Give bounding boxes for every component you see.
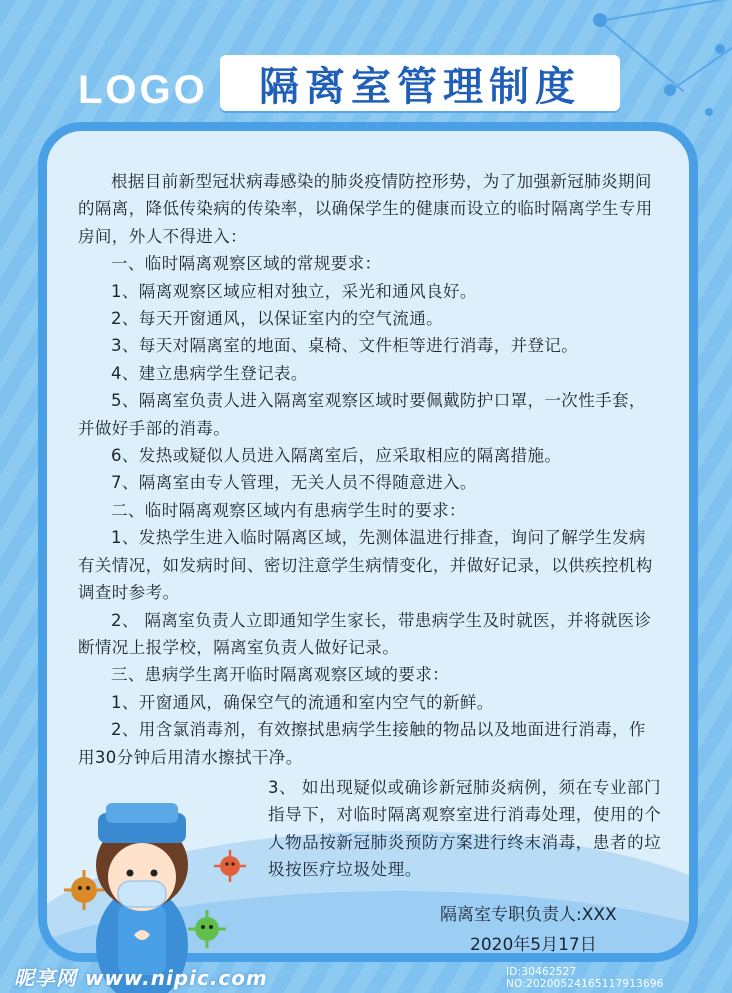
- signer-line: 隔离室专职负责人:XXX: [440, 905, 617, 925]
- list-item: 1、开窗通风，确保空气的流通和室内空气的新鲜。: [111, 692, 494, 712]
- list-item: 5、隔离室负责人进入隔离室观察区域时要佩戴防护口罩，一次性手套，并做好手部的消毒。: [78, 391, 646, 438]
- logo: LOGO: [78, 68, 208, 112]
- list-item: 2、 隔离室负责人立即通知学生家长，带患病学生及时就医，并将就医诊断情况上报学校，隔离室负责人做好记录。: [78, 610, 652, 657]
- section-heading: 二、临时隔离观察区域内有患病学生时的要求：: [111, 500, 466, 520]
- list-item: 3、每天对隔离室的地面、桌椅、文件柜等进行消毒，并登记。: [111, 336, 579, 356]
- list-item: 1、隔离观察区域应相对独立，采光和通风良好。: [111, 281, 477, 301]
- watermark-site: 昵享网 www.nipic.com: [14, 966, 268, 990]
- rules-text: [78, 168, 660, 771]
- list-item: 2、每天开窗通风，以保证室内的空气流通。: [111, 309, 443, 329]
- list-item: 6、发热或疑似人员进入隔离室后，应采取相应的隔离措施。: [111, 446, 562, 466]
- section-heading: 一、临时隔离观察区域的常规要求：: [111, 254, 382, 274]
- date-line: 2020年5月17日: [470, 935, 597, 955]
- section-heading: 三、患病学生离开临时隔离观察区域的要求：: [111, 665, 449, 685]
- list-item: 4、建立患病学生登记表。: [111, 363, 308, 383]
- virus-icon: [62, 868, 106, 912]
- title-banner: [220, 55, 620, 111]
- virus-icon: [186, 908, 228, 950]
- final-item-block: [268, 774, 668, 884]
- list-item: 1、发热学生进入临时隔离区域，先测体温进行排查，询问了解学生发病有关情况，如发病时间、密切注意学生病情变化，并做好记录，以供疾控机构调查时参考。: [78, 528, 653, 603]
- intro-paragraph: 根据目前新型冠状病毒感染的肺炎疫情防控形势，为了加强新冠肺炎期间的隔离，降低传染病的传染率，以确保学生的健康而设立的临时隔离学生专用房间，外人不得进入：: [78, 172, 653, 246]
- list-item: 7、隔离室由专人管理，无关人员不得随意进入。: [111, 473, 477, 493]
- virus-icon: [212, 848, 248, 884]
- watermark-id: ID:30462527 NO:20200524165117913696: [506, 966, 664, 990]
- list-item: 3、 如出现疑似或确诊新冠肺炎病例，须在专业部门指导下，对临时隔离观察室进行消毒处理，使用的个人物品按新冠肺炎预防方案进行终末消毒，患者的垃圾按医疗垃圾处理。: [268, 778, 662, 880]
- list-item: 2、用含氯消毒剂，有效擦拭患病学生接触的物品以及地面进行消毒，作用30分钟后用清水擦拭干净。: [78, 720, 646, 767]
- page-title: 隔离室管理制度: [259, 63, 581, 110]
